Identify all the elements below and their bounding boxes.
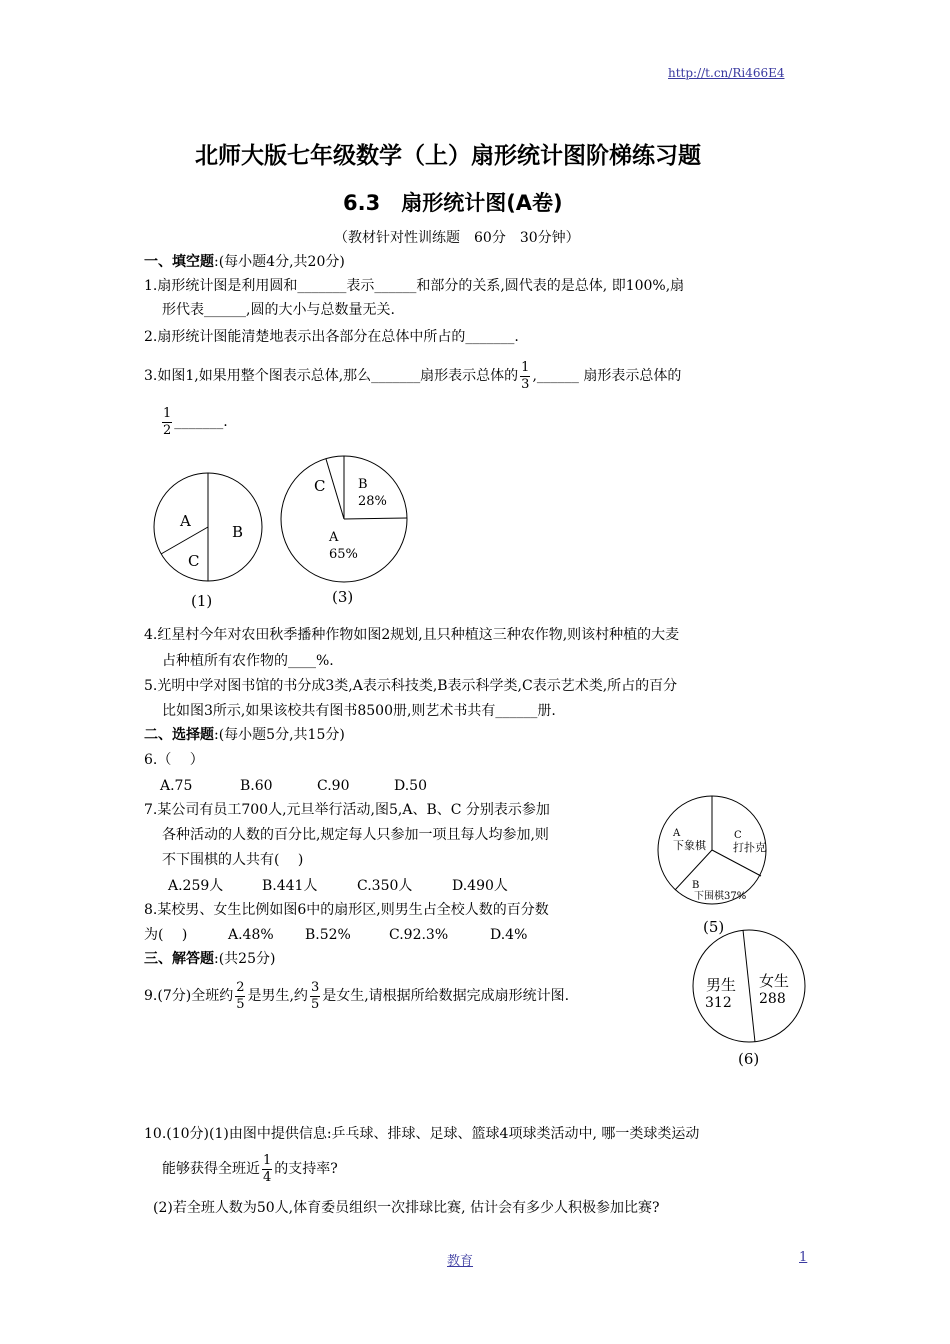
q9-frac2-den: 5 xyxy=(310,996,320,1012)
q9-part3: 是女生,请根据所给数据完成扇形统计图. xyxy=(322,988,570,1004)
q9-part1: 9.(7分)全班约 xyxy=(144,988,234,1004)
fig1-label-a: A xyxy=(180,512,191,530)
page-subtitle: 6.3 扇形统计图(A卷) xyxy=(343,191,563,215)
q4-line1: 4.红星村今年对农田秋季播种作物如图2规划,且只种植这三种农作物,则该村种植的大麦 xyxy=(144,627,680,643)
q10-part2b: 的支持率? xyxy=(274,1161,338,1177)
fig3-divider-c xyxy=(326,459,344,519)
figure-1-pie xyxy=(148,470,268,615)
fig5-name-b: 下围棋37% xyxy=(694,891,747,902)
fig6-girls-label: 女生 xyxy=(759,972,790,990)
q7-line3: 不下围棋的人共有( ) xyxy=(162,852,304,868)
q3-part1: 3.如图1,如果用整个图表示总体,那么_______扇形表示总体的 xyxy=(144,368,519,384)
fig3-label-b: B xyxy=(358,477,368,492)
q5-line2: 比如图3所示,如果该校共有图书8500册,则艺术书共有______册. xyxy=(162,703,556,719)
figure-6-pie xyxy=(690,928,810,1073)
q3-fraction-1 xyxy=(520,360,530,393)
fig3-label-c: C xyxy=(314,477,326,495)
q8-option-b: B.52% xyxy=(305,927,351,943)
fig6-boys-label: 男生 xyxy=(706,976,737,994)
fig1-label-b: B xyxy=(232,523,244,541)
fig1-label-c: C xyxy=(188,552,200,570)
q10-frac-num: 1 xyxy=(263,1152,272,1168)
q8-option-a: A.48% xyxy=(228,927,274,943)
q6-option-b: B.60 xyxy=(240,778,273,794)
fig6-caption: (6) xyxy=(738,1050,760,1068)
section1-title: 一、填空题 xyxy=(144,254,214,270)
q8-option-c: C.92.3% xyxy=(389,927,449,943)
fig5-label-b: B xyxy=(692,880,700,891)
fig5-label-c: C xyxy=(734,830,742,841)
q6-text: 6.（ ） xyxy=(144,752,204,768)
q1-line1: 1.扇形统计图是利用圆和_______表示______和部分的关系,圆代表的是总体, 即100%,扇 xyxy=(144,278,685,294)
q9-frac1-den: 5 xyxy=(236,996,245,1012)
header-url-link[interactable]: http://t.cn/Ri466E4 xyxy=(668,66,785,80)
q10-frac-den: 4 xyxy=(263,1169,272,1185)
q8-line1: 8.某校男、女生比例如图6中的扇形区,则男生占全校人数的百分数 xyxy=(144,902,549,918)
section3-title: 三、解答题 xyxy=(144,951,214,967)
q7-option-d: D.490人 xyxy=(452,878,508,894)
q3-frac1-den: 3 xyxy=(521,376,530,392)
q10-part2a: 能够获得全班近 xyxy=(162,1161,260,1177)
q7-option-c: C.350人 xyxy=(357,878,413,894)
footer-center-link[interactable]: 教育 xyxy=(447,1254,474,1269)
section2-heading xyxy=(144,725,345,745)
q9-fraction-2 xyxy=(310,980,320,1013)
q6-option-d: D.50 xyxy=(394,778,427,794)
section3-note: :(共25分) xyxy=(214,951,276,967)
q3-fraction-2 xyxy=(162,406,172,439)
exam-meta: （教材针对性训练题 60分 30分钟） xyxy=(334,230,580,246)
fig5-label-a: A xyxy=(673,828,681,839)
q9-text xyxy=(144,974,569,1018)
fig3-label-a: A xyxy=(329,530,339,545)
section3-heading xyxy=(144,949,275,969)
section1-note: :(每小题4分,共20分) xyxy=(214,254,345,270)
q9-part2: 是男生,约 xyxy=(247,988,308,1004)
q3-frac2-num: 1 xyxy=(163,405,172,421)
section1-heading xyxy=(144,252,345,272)
section2-title: 二、选择题 xyxy=(144,727,214,743)
fig3-value-b: 28% xyxy=(358,494,387,509)
q7-options xyxy=(168,876,508,896)
fig3-value-a: 65% xyxy=(329,547,358,562)
q10-line2 xyxy=(162,1147,338,1191)
section2-note: :(每小题5分,共15分) xyxy=(214,727,345,743)
q1-line2: 形代表______,圆的大小与总数量无关. xyxy=(162,302,395,318)
footer-page-number[interactable]: 1 xyxy=(799,1250,808,1265)
fig3-caption: (3) xyxy=(332,588,354,606)
q7-option-b: B.441人 xyxy=(262,878,318,894)
fig5-caption: (5) xyxy=(703,918,725,936)
q4-line2: 占种植所有农作物的____%. xyxy=(162,653,334,669)
q6-options xyxy=(160,776,427,796)
q3-continuation xyxy=(162,400,228,444)
q6-option-a: A.75 xyxy=(160,778,193,794)
fig1-caption: (1) xyxy=(191,592,213,610)
q2-text: 2.扇形统计图能清楚地表示出各部分在总体中所占的_______. xyxy=(144,329,519,345)
q5-line1: 5.光明中学对图书馆的书分成3类,A表示科技类,B表示科学类,C表示艺术类,所占的百分 xyxy=(144,678,678,694)
q3-frac1-num: 1 xyxy=(521,359,530,375)
fig1-divider-c xyxy=(161,527,208,554)
q3-text xyxy=(144,354,681,398)
fig6-divider xyxy=(743,930,755,1042)
fig6-girls-count: 288 xyxy=(759,991,786,1007)
q6-option-c: C.90 xyxy=(317,778,350,794)
q7-line1: 7.某公司有员工700人,元旦举行活动,图5,A、B、C 分别表示参加 xyxy=(144,802,550,818)
q3-frac2-den: 2 xyxy=(163,422,172,438)
q9-fraction-1 xyxy=(235,980,245,1013)
q10-fraction xyxy=(262,1153,272,1186)
q8-option-d: D.4% xyxy=(490,927,528,943)
q8-prefix: 为( ) xyxy=(144,927,188,943)
q3-part2: ,______ 扇形表示总体的 xyxy=(532,368,682,384)
figure-5-pie xyxy=(655,793,775,941)
figure-3-pie xyxy=(278,452,413,612)
q3-part3: _______. xyxy=(174,414,228,430)
q10-line1: 10.(10分)(1)由图中提供信息:乒乓球、排球、足球、篮球4项球类活动中, 哪一类球类运动 xyxy=(144,1126,700,1142)
q8-line2 xyxy=(144,925,527,945)
q7-line2: 各种活动的人数的百分比,规定每人只参加一项且每人均参加,则 xyxy=(162,827,549,843)
q9-frac1-num: 2 xyxy=(236,979,245,995)
fig6-boys-count: 312 xyxy=(705,995,732,1011)
q7-option-a: A.259人 xyxy=(168,878,224,894)
q10-line3: (2)若全班人数为50人,体育委员组织一次排球比赛, 估计会有多少人积极参加比赛? xyxy=(153,1200,660,1216)
fig3-divider-right xyxy=(344,518,407,519)
page-title: 北师大版七年级数学（上）扇形统计图阶梯练习题 xyxy=(195,143,701,169)
fig5-name-c: 打扑克 xyxy=(733,841,766,854)
fig5-name-a: 下象棋 xyxy=(673,839,706,852)
q9-frac2-num: 3 xyxy=(310,979,320,995)
